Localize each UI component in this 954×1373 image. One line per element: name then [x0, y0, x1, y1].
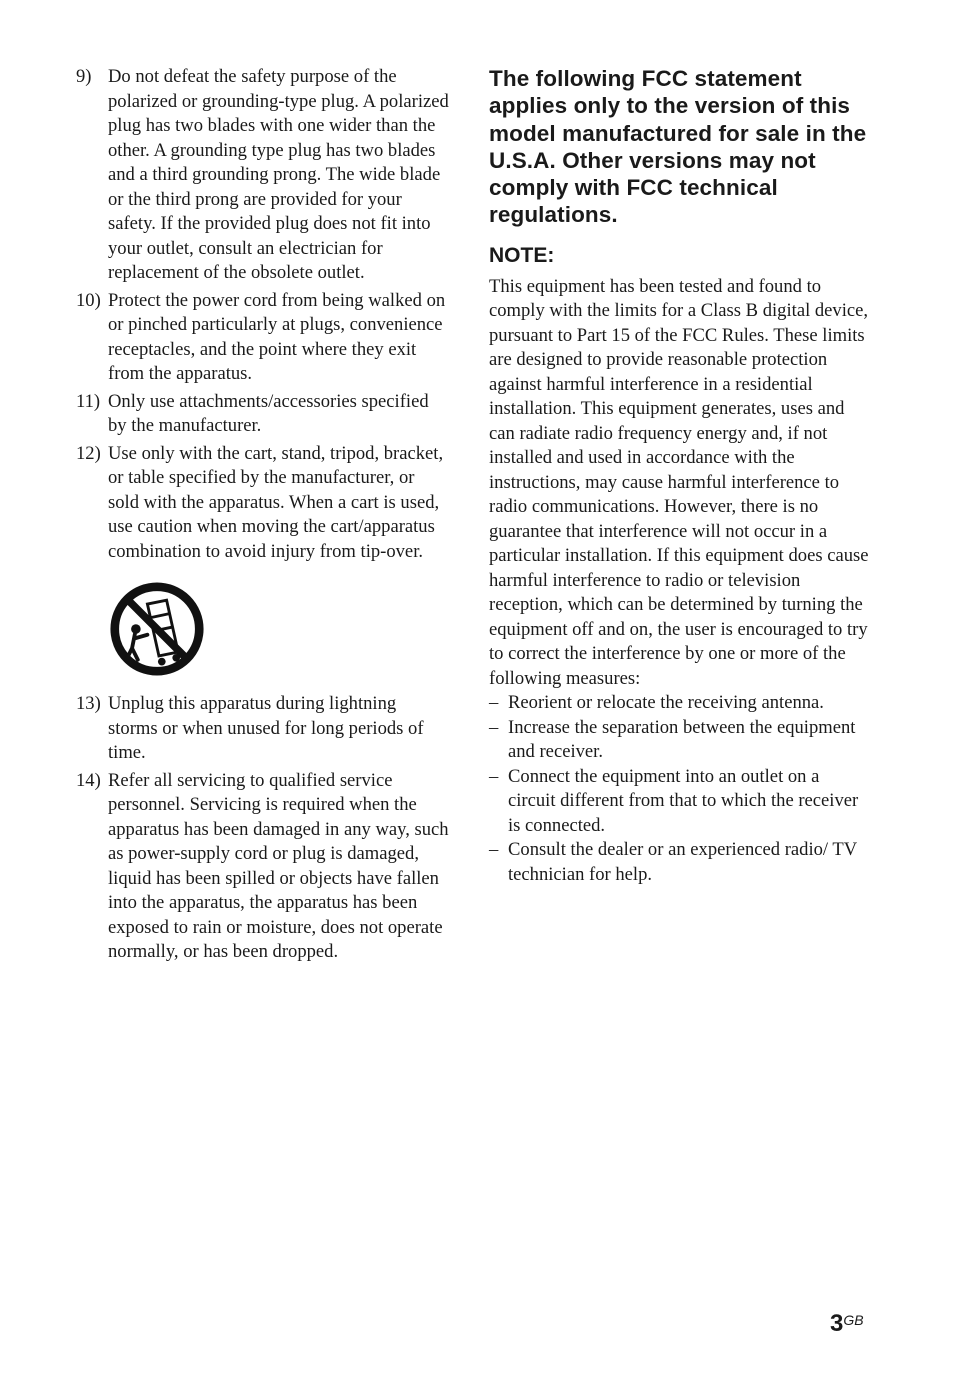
list-item-9 [76, 65, 450, 286]
item-number: 12) [76, 442, 101, 464]
bullet-text: Connect the equipment into an outlet on a circuit different from that to which the receiver is connected. [508, 765, 859, 836]
page-number [830, 1310, 864, 1338]
list-item-10 [76, 289, 450, 387]
left-column [76, 65, 450, 968]
bullet-dash: – [489, 839, 499, 861]
right-column [489, 65, 869, 887]
page-number-value: 3 [830, 1310, 844, 1337]
bullet-item [489, 716, 869, 765]
item-number: 11) [76, 390, 101, 412]
item-text: Only use attachments/accessories specified by the manufacturer. [108, 390, 429, 436]
item-text: Unplug this apparatus during lightning storms or when unused for long periods of time. [108, 693, 424, 763]
bullet-text: Reorient or relocate the receiving antenna. [508, 692, 824, 714]
bullet-dash: – [489, 716, 499, 738]
list-item-14 [76, 769, 450, 965]
bullet-text: Consult the dealer or an experienced radio/ TV technician for help. [508, 839, 857, 885]
bullet-dash: – [489, 692, 499, 714]
item-text: Protect the power cord from being walked on or pinched particularly at plugs, convenience receptacles, and the point where they exit from the apparatus. [108, 289, 446, 384]
item-number: 13) [76, 693, 101, 714]
cart-tip-over-warning-icon [109, 581, 205, 677]
bullet-item [489, 691, 869, 716]
list-item-11 [76, 390, 450, 439]
page-number-suffix: GB [843, 1312, 864, 1328]
list-item-12 [76, 442, 450, 565]
bullet-dash: – [489, 765, 499, 787]
list-item-13 [76, 692, 450, 766]
item-text: Use only with the cart, stand, tripod, bracket, or table specified by the manufacturer, or sold with the apparatus. When a cart is used, use caution when moving the cart/apparatus combination to avoid injury from tip-over. [108, 442, 444, 562]
item-number: 9) [76, 66, 92, 87]
bullet-item [489, 838, 869, 887]
item-number: 14) [76, 769, 101, 791]
fcc-heading: The following FCC statement applies only to the version of this model manufactured for sale in the U.S.A. Other versions may not comply with FCC technical regulations. [489, 66, 867, 228]
item-text: Do not defeat the safety purpose of the polarized or grounding-type plug. A polarized plug has two blades with one wider than the other. A grounding type plug has two blades and a third grounding prong. The wide blade or the third prong are provided for your safety. If the provided plug does not fit into your outlet, consult an electrician for replacement of the obsolete outlet. [108, 66, 449, 283]
bullet-item [489, 765, 869, 839]
note-heading: NOTE: [489, 243, 555, 267]
fcc-paragraph: This equipment has been tested and found to comply with the limits for a Class B digital device, pursuant to Part 15 of the FCC Rules. These limits are designed to provide reasonable protection against harmful interference in a residential installation. This equipment generates, uses and can radiate radio frequency energy and, if not installed and used in accordance with the instructions, may cause harmful interference to radio communications. However, there is no guarantee that interference will not occur in a particular installation. If this equipment does cause harmful interference to radio or television reception, which can be determined by turning the equipment off and on, the user is encouraged to try to correct the interference by one or more of the following measures: [489, 275, 869, 689]
item-number: 10) [76, 289, 101, 311]
bullet-text: Increase the separation between the equipment and receiver. [508, 716, 856, 763]
item-text: Refer all servicing to qualified service personnel. Servicing is required when the apparatus has been damaged in any way, such as power-supply cord or plug is damaged, liquid has been spilled or objects have fallen into the apparatus, the apparatus has been exposed to rain or moisture, does not operate normally, or has been dropped. [108, 769, 449, 962]
